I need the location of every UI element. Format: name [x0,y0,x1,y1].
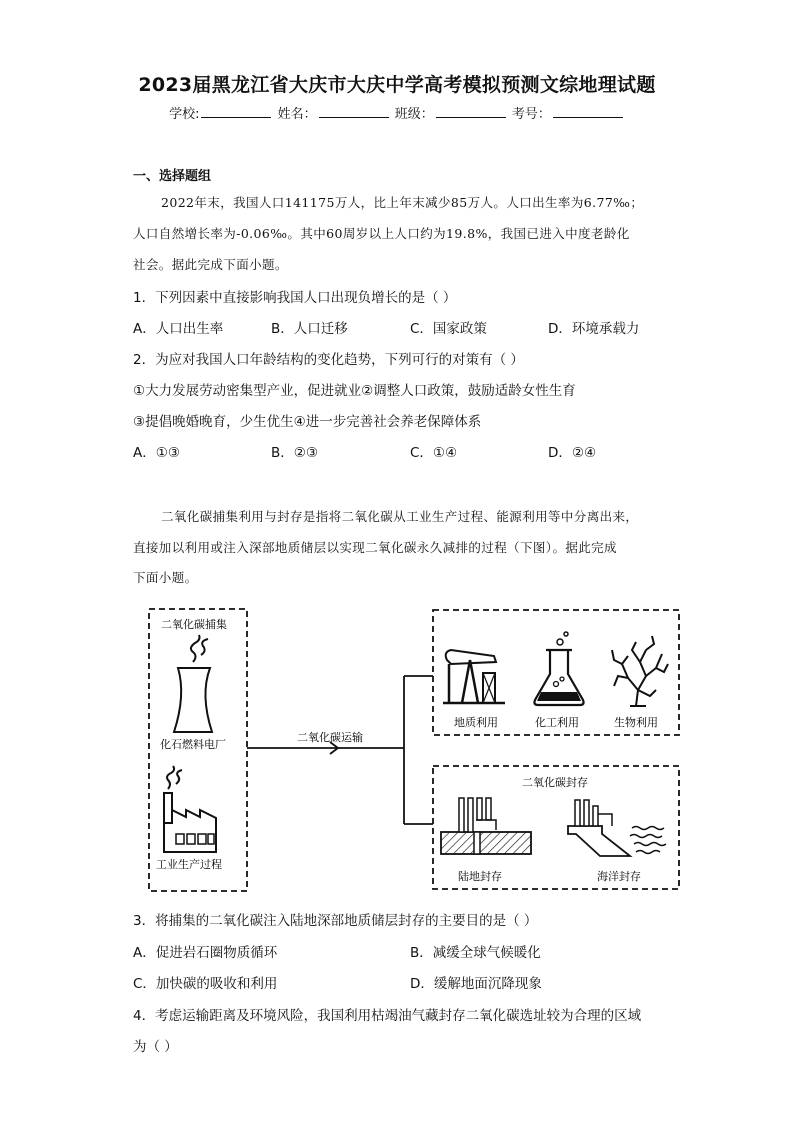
class-label: 班级： [394,107,434,122]
q3-option-c[interactable]: C．加快碳的吸收和利用 [133,976,278,992]
q1-stem: 1．下列因素中直接影响我国人口出现负增长的是（ ） [133,290,457,306]
q2-stem: 2．为应对我国人口年龄结构的变化趋势，下列可行的对策有（ ） [133,352,524,368]
passage2-line2: 直接加以利用或注入深部地质储层以实现二氧化碳永久减排的过程（下图）。据此完成 [133,540,617,555]
section-heading: 一、选择题组 [133,169,212,184]
passage1-line1: 2022年末，我国人口141175万人，比上年末减少85万人。人口出生率为6.77‰； [161,195,644,210]
passage2-line1: 二氧化碳捕集利用与封存是指将二氧化碳从工业生产过程、能源利用等中分离出来， [161,509,639,524]
storage-title: 二氧化碳封存 [522,776,588,789]
q1-option-b[interactable]: B．人口迁移 [271,321,348,337]
exam-no-label: 考号： [511,107,551,122]
q4-stem-line2: 为（ ） [133,1039,178,1055]
passage2-line3: 下面小题。 [133,570,198,585]
industry-label: 工业生产过程 [156,858,222,871]
page-title: 2023届黑龙江省大庆市大庆中学高考模拟预测文综地理试题 [138,74,656,96]
q2-choices-line1: ①大力发展劳动密集型产业，促进就业②调整人口政策，鼓励适龄女性生育 [133,383,576,399]
transport-label: 二氧化碳运输 [297,731,363,744]
q2-choices-line2: ③提倡晚婚晚育，少生优生④进一步完善社会养老保障体系 [133,414,482,430]
land-storage-icon [441,798,531,854]
q4-stem-line1: 4．考虑运输距离及环境风险，我国利用枯竭油气藏封存二氧化碳选址较为合理的区域 [133,1008,642,1024]
q3-option-b[interactable]: B．减缓全球气候暖化 [410,945,541,961]
q2-option-c[interactable]: C．①④ [410,445,458,461]
capture-title: 二氧化碳捕集 [161,618,227,631]
ocean-storage-label: 海洋封存 [597,870,641,883]
chem-use-label: 化工利用 [535,716,579,729]
q3-option-d[interactable]: D．缓解地面沉降现象 [410,976,542,992]
factory-icon [164,766,216,852]
q2-option-b[interactable]: B．②③ [271,445,318,461]
power-plant-icon [174,635,212,732]
q3-option-a[interactable]: A．促进岩石圈物质循环 [133,945,278,961]
ocean-storage-icon [568,800,666,856]
q1-option-a[interactable]: A．人口出生率 [133,321,224,337]
passage1-line3: 社会。据此完成下面小题。 [133,257,288,272]
school-label: 学校: [169,107,200,122]
flask-icon [534,632,583,705]
pumpjack-icon [443,650,505,703]
bio-use-label: 生物利用 [614,716,658,729]
coral-icon [612,636,668,706]
q1-option-c[interactable]: C．国家政策 [410,321,487,337]
q1-option-d[interactable]: D．环境承载力 [548,321,640,337]
name-label: 姓名： [277,107,317,122]
q2-option-d[interactable]: D．②④ [548,445,597,461]
land-storage-label: 陆地封存 [458,870,502,883]
q3-stem: 3．将捕集的二氧化碳注入陆地深部地质储层封存的主要目的是（ ） [133,913,538,929]
power-plant-label: 化石燃料电厂 [160,738,226,751]
geo-use-label: 地质利用 [454,716,498,729]
q2-option-a[interactable]: A．①③ [133,445,180,461]
passage1-line2: 人口自然增长率为-0.06‰。其中60周岁以上人口约为19.8%，我国已进入中度老龄化 [133,226,630,241]
